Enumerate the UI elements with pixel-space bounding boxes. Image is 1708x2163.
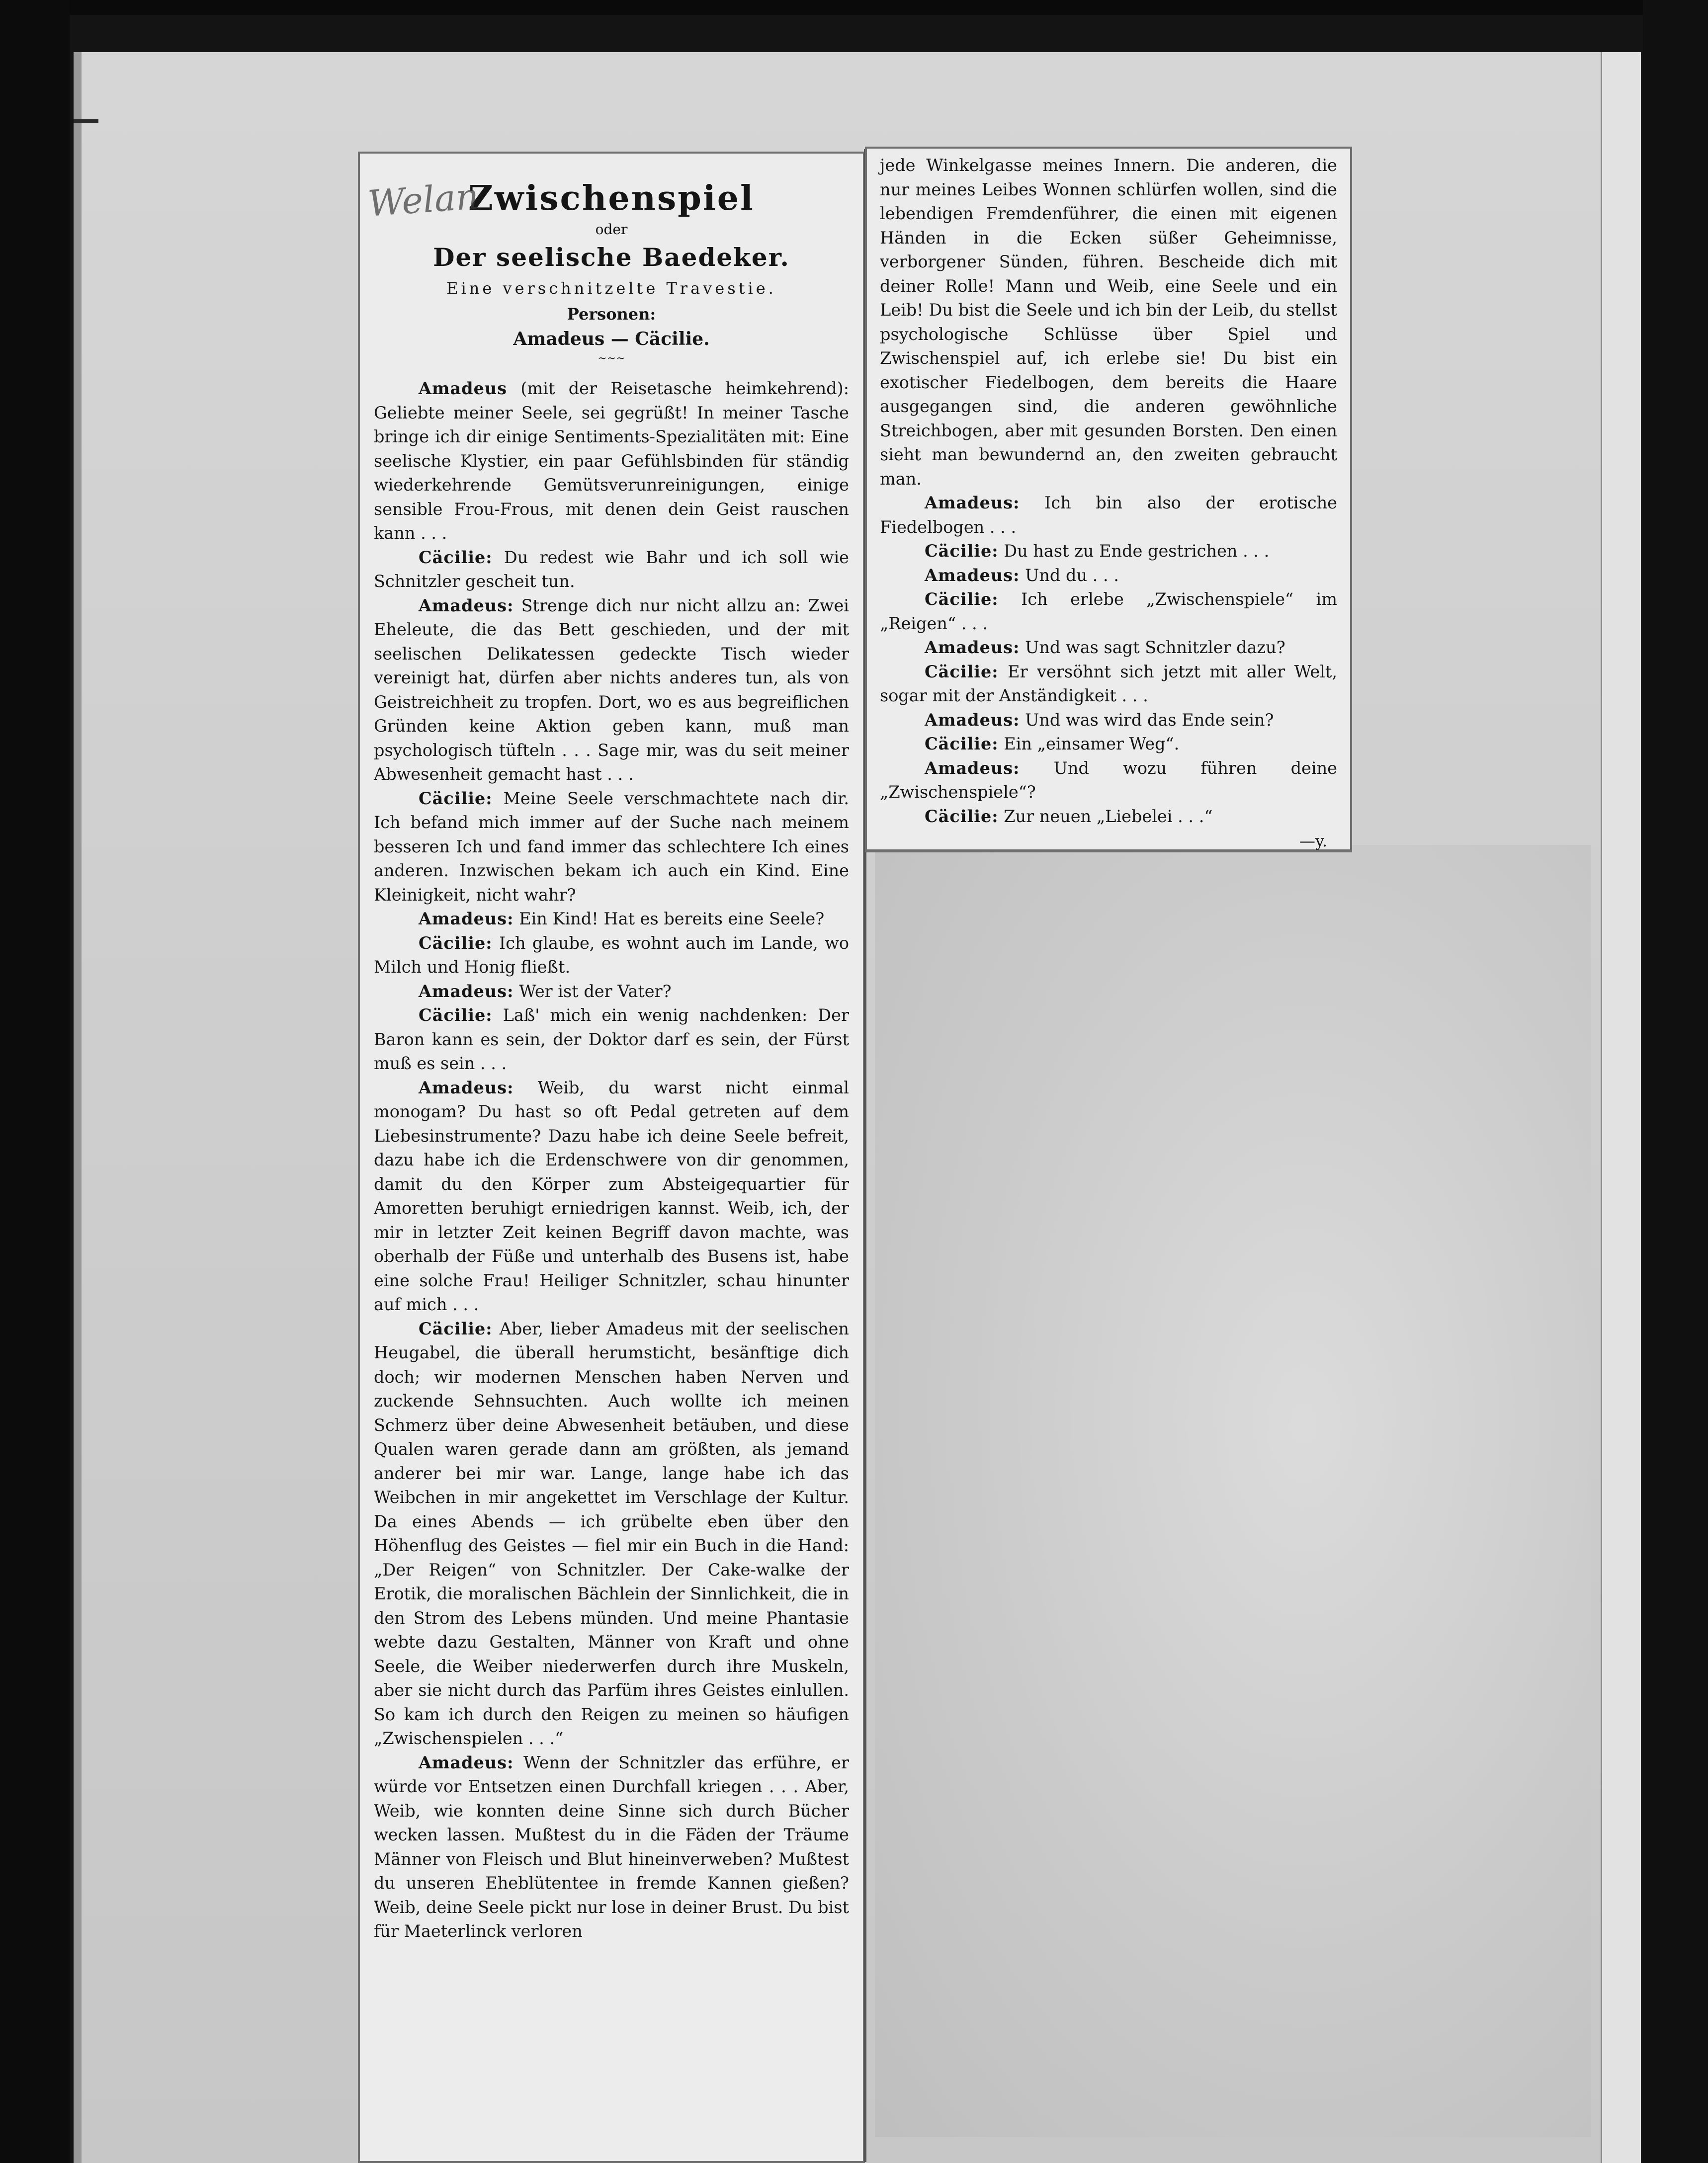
dialogue-paragraph bbox=[374, 1751, 849, 1944]
article-title: Zwischenspiel bbox=[468, 178, 755, 218]
speaker-name: Cäcilie: bbox=[419, 1005, 493, 1025]
dialogue-paragraph bbox=[880, 491, 1337, 539]
dialogue-text: Du hast zu Ende gestrichen . . . bbox=[998, 541, 1270, 561]
dialogue-paragraph bbox=[880, 636, 1337, 660]
scan-border-right bbox=[1643, 0, 1708, 2163]
speaker-name: Amadeus: bbox=[925, 710, 1020, 730]
dialogue-paragraph bbox=[880, 805, 1337, 829]
dialogue-paragraph bbox=[880, 587, 1337, 636]
dialogue-paragraph bbox=[880, 539, 1337, 564]
speaker-name: Amadeus bbox=[419, 379, 508, 398]
speaker-name: Amadeus: bbox=[925, 493, 1020, 512]
scan-border-left bbox=[0, 0, 70, 2163]
dialogue-text: Meine Seele verschmachtete nach dir. Ich befand mich immer auf der Suche nach meinem besseren Ich und fand immer das schlechtere Ich eines anderen. Inzwischen bekam ich auch ein Kind. Eine Kleinigkeit, nicht wahr? bbox=[374, 788, 849, 905]
speaker-name: Cäcilie: bbox=[925, 541, 999, 561]
dialogue-text: Ein „einsamer Weg“. bbox=[998, 734, 1180, 753]
dialogue-paragraph bbox=[374, 594, 849, 787]
dialogue-paragraph bbox=[374, 1076, 849, 1317]
dialogue-text: Wenn der Schnitzler das erführe, er würde vor Entsetzen einen Durchfall kriegen . . . Aber, Weib, wie konnten deine Sinne sich durch Bücher wecken lassen. Mußtest du in die Fäden der Träume Männer von Fleisch und Blut hineinverweben? Mußtest du unseren Eheblütentee in fremde Kannen gießen? Weib, deine Seele pickt nur lose in deiner Brust. Du bist für Maeterlinck verloren bbox=[374, 1752, 849, 1941]
dialogue-text: Ich glaube, es wohnt auch im Lande, wo Milch und Honig fließt. bbox=[374, 933, 849, 977]
persons-heading: Personen: bbox=[567, 305, 656, 324]
page-edge bbox=[74, 52, 82, 2163]
dialogue-text: Und was sagt Schnitzler dazu? bbox=[1020, 638, 1285, 657]
dialogue-paragraph bbox=[374, 980, 849, 1004]
dialogue-paragraph bbox=[880, 732, 1337, 756]
speaker-name: Cäcilie: bbox=[925, 734, 999, 753]
dialogue-paragraph bbox=[374, 546, 849, 594]
clipping-right-column bbox=[865, 147, 1352, 852]
dialogue-text: Ich erlebe „Zwischenspiele“ im „Reigen“ . . . bbox=[880, 589, 1337, 633]
article-subtitle: Der seelische Baedeker. bbox=[433, 243, 790, 272]
dialogue-text: Laß' mich ein wenig nachdenken: Der Baron kann es sein, der Doktor darf es sein, der Fürst muß es sein . . . bbox=[374, 1005, 849, 1073]
dialogue-text: Du redest wie Bahr und ich soll wie Schnitzler gescheit tun. bbox=[374, 547, 849, 591]
dialogue-text: Und wozu führen deine „Zwischenspiele“? bbox=[880, 758, 1337, 802]
speaker-name: Cäcilie: bbox=[419, 933, 493, 953]
ornament-divider: ~~~ bbox=[598, 352, 625, 365]
dialogue-paragraph bbox=[880, 154, 1337, 491]
speaker-name: Amadeus: bbox=[419, 981, 514, 1001]
dialogue-text: (mit der Reisetasche heimkehrend): Geliebte meiner Seele, sei gegrüßt! In meiner Tasche bringe ich dir einige Sentiments-Spezialitäten mit: Eine seelische Klystier, ein paar Gefühlsbinden für ständig wiederkehrende Gemütsverunreinigungen, einige sensible Frou-Frous, mit denen dein Geist rauschen kann . . . bbox=[374, 379, 849, 543]
article-oder: oder bbox=[595, 221, 628, 238]
dialogue-paragraph bbox=[880, 660, 1337, 708]
speaker-name: Amadeus: bbox=[419, 1752, 514, 1772]
dialogue-paragraph bbox=[374, 1317, 849, 1751]
paper-smudge bbox=[875, 845, 1591, 2137]
dialogue-text: Ein Kind! Hat es bereits eine Seele? bbox=[513, 909, 825, 928]
speaker-name: Amadeus: bbox=[925, 638, 1020, 657]
dialogue-text: Ich bin also der erotische Fiedelbogen . . . bbox=[880, 493, 1337, 537]
dialogue-text: Und du . . . bbox=[1020, 565, 1119, 585]
dialogue-text: jede Winkelgasse meines Innern. Die anderen, die nur meines Leibes Wonnen schlürfen wollen, sind die lebendigen Fremdenführer, die einen mit eigenen Händen in die Ecken süßer Geheimnisse, verborgener Sünden, führen. Bescheide dich mit deiner Rolle! Mann und Weib, eine Seele und ein Leib! Du bist die Seele und ich bin der Leib, du stellst psychologische Schlüsse über Spiel und Zwischenspiel auf, ich erlebe sie! Du bist ein exotischer Fiedelbogen, dem bereits die Haare ausgegangen sind, die anderen gewöhnliche Streichbogen, aber mit gesunden Borsten. Den einen sieht man bewundernd an, den zweiten gebraucht man. bbox=[880, 156, 1337, 489]
speaker-name: Amadeus: bbox=[419, 595, 514, 615]
dialogue-text: Strenge dich nur nicht allzu an: Zwei Eheleute, die das Bett geschieden, und der mit seelischen Delikatessen gedeckte Tisch wieder vereinigt hat, dürfen aber nichts anderes tun, als von Geistreichheit zu tropfen. Dort, wo es aus begreiflichen Gründen keine Aktion geben kann, muß man psychologisch tüfteln . . . Sage mir, was du seit meiner Abwesenheit gemacht hast . . . bbox=[374, 595, 849, 784]
speaker-name: Amadeus: bbox=[925, 758, 1020, 778]
dialogue-paragraph bbox=[374, 377, 849, 546]
speaker-name: Cäcilie: bbox=[419, 547, 493, 567]
speaker-name: Cäcilie: bbox=[419, 788, 493, 808]
article-genre: Eine verschnitzelte Travestie. bbox=[446, 279, 776, 298]
author-signature: —y. bbox=[1299, 832, 1327, 850]
dialogue-paragraph bbox=[880, 564, 1337, 588]
dialogue-paragraph bbox=[374, 787, 849, 908]
dialogue-text: Er versöhnt sich jetzt mit aller Welt, sogar mit der Anständigkeit . . . bbox=[880, 662, 1337, 705]
dialogue-paragraph bbox=[880, 756, 1337, 805]
speaker-name: Cäcilie: bbox=[925, 589, 999, 609]
speaker-name: Cäcilie: bbox=[925, 662, 999, 681]
dialogue-text: Zur neuen „Liebelei . . .“ bbox=[998, 806, 1213, 826]
scan-border-top bbox=[0, 0, 1708, 15]
handwritten-note: Welan bbox=[366, 175, 480, 225]
speaker-name: Cäcilie: bbox=[925, 806, 999, 826]
clipping-left-column bbox=[358, 152, 865, 2163]
speaker-name: Amadeus: bbox=[925, 565, 1020, 585]
dialogue-text: Wer ist der Vater? bbox=[513, 981, 672, 1001]
right-column-text bbox=[880, 154, 1337, 829]
persons-list: Amadeus — Cäcilie. bbox=[513, 329, 710, 349]
speaker-name: Cäcilie: bbox=[419, 1319, 493, 1338]
dialogue-paragraph bbox=[374, 931, 849, 980]
page-right-margin bbox=[1601, 52, 1641, 2163]
dialogue-text: Und was wird das Ende sein? bbox=[1020, 710, 1274, 730]
dialogue-text: Weib, du warst nicht einmal monogam? Du hast so oft Pedal getreten auf dem Liebesinstrumente? Dazu habe ich deine Seele befreit, dazu habe ich die Erdenschwere von dir genommen, damit du den Körper zum Absteigequartier für Amoretten beruhigt erniedrigen kannst. Weib, ich, der mir in letzter Zeit keinen Begriff davon machte, was oberhalb der Füße und unterhalb des Busens ist, habe eine solche Frau! Heiliger Schnitzler, schau hinunter auf mich . . . bbox=[374, 1078, 849, 1314]
left-column-text bbox=[374, 377, 849, 1944]
dialogue-paragraph bbox=[880, 708, 1337, 733]
dialogue-paragraph bbox=[374, 1003, 849, 1076]
dialogue-text: Aber, lieber Amadeus mit der seelischen Heugabel, die überall herumsticht, besänftige dich doch; wir modernen Menschen haben Nerven und zuckende Sehnsuchten. Auch wollte ich meinen Schmerz über deine Abwesenheit betäuben, und diese Qualen waren gerade dann am größten, als jemand anderer bei mir war. Lange, lange habe ich das Weibchen in mir angekettet im Verschlage der Kultur. Da eines Abends — ich grübelte eben über den Höhenflug des Geistes — fiel mir ein Buch in die Hand: „Der Reigen“ von Schnitzler. Der Cake-walke der Erotik, die moralischen Bächlein der Sinnlichkeit, die in den Strom des Lebens münden. Und meine Phantasie webte dazu Gestalten, Männer von Kraft und ohne Seele, die Weiber niederwerfen durch ihre Muskeln, aber sie nicht durch das Parfüm ihres Geistes einlullen. So kam ich durch den Reigen zu meinen so häufigen „Zwischenspielen . . .“ bbox=[374, 1319, 849, 1748]
speaker-name: Amadeus: bbox=[419, 1078, 514, 1097]
speaker-name: Amadeus: bbox=[419, 909, 514, 928]
margin-tick-mark bbox=[74, 119, 98, 123]
dialogue-paragraph bbox=[374, 907, 849, 931]
